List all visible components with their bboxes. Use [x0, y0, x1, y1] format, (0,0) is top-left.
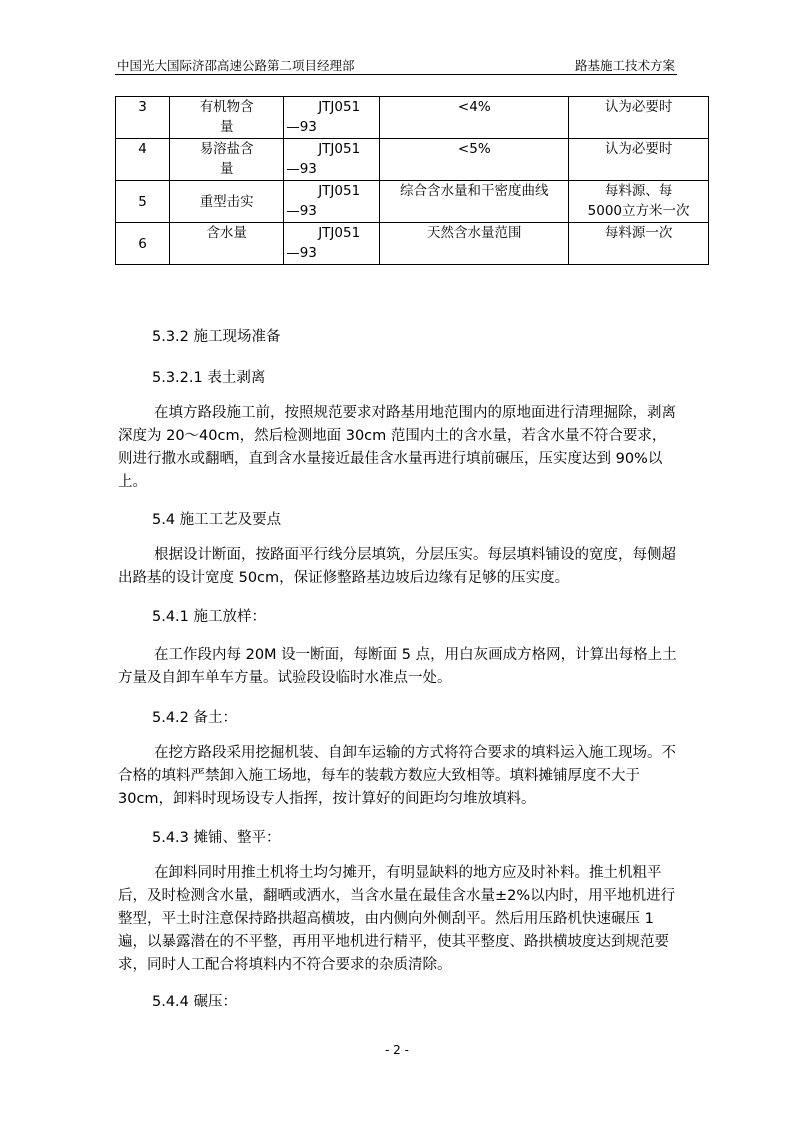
- test-standard: JTJ051 —93: [284, 181, 380, 223]
- row-number: 4: [116, 139, 170, 181]
- section-heading: 5.3.2.1 表土剥离: [152, 370, 266, 386]
- test-spec-table: [115, 96, 709, 265]
- header-org: 中国光大国际济邵高速公路第二项目经理部: [117, 58, 355, 73]
- test-standard: JTJ051 —93: [284, 97, 380, 139]
- section-heading: 5.4 施工工艺及要点: [152, 512, 282, 528]
- section-heading: 5.3.2 施工现场准备: [152, 329, 281, 345]
- test-item: 含水量: [170, 223, 284, 265]
- frequency: 每料源、每 5000立方米一次: [569, 181, 709, 223]
- requirement: <5%: [380, 139, 569, 181]
- test-item: 易溶盐含 量: [170, 139, 284, 181]
- page-header: [115, 56, 677, 75]
- section-heading: 5.4.4 碾压：: [152, 994, 238, 1010]
- row-number: 5: [116, 181, 170, 223]
- frequency: 认为必要时: [569, 139, 709, 181]
- test-item: 有机物含 量: [170, 97, 284, 139]
- paragraph: 在工作段内每 20M 设一断面，每断面 5 点，用白灰画成方格网，计算出每格上土方量及自卸车单车方量。试验段设临时水准点一处。: [118, 647, 677, 686]
- section-heading: 5.4.1 施工放样：: [152, 609, 267, 625]
- row-number: 3: [116, 97, 170, 139]
- header-doc-title: 路基施工技术方案: [574, 58, 675, 73]
- table-row: [116, 97, 709, 139]
- paragraph: 根据设计断面，按路面平行线分层填筑，分层压实。每层填料铺设的宽度，每侧超出路基的设计宽度 50cm，保证修整路基边坡后边缘有足够的压实度。: [118, 547, 676, 586]
- section-heading: 5.4.2 备土：: [152, 710, 238, 726]
- paragraph: 在卸料同时用推土机将土均匀摊开，有明显缺料的地方应及时补料。推土机粗平后，及时检测含水量，翻晒或洒水，当含水量在最佳含水量±2%以内时，用平地机进行整型，平土时注意保持路拱超高横坡，由内侧向外侧刮平。然后用压路机快速碾压 1 遍，以暴露潜在的不平整，再用平地机进行精平，使其平整度、路拱横坡度达到规范要求，同时人工配合将填料内不符合要求的杂质清除。: [118, 865, 676, 973]
- frequency: 每料源一次: [569, 223, 709, 265]
- table-row: [116, 223, 709, 265]
- paragraph: 在填方路段施工前，按照规范要求对路基用地范围内的原地面进行清理掘除，剥离深度为 20～40cm，然后检测地面 30cm 范围内土的含水量，若含水量不符合要求，则进行撒水或翻晒，直到含水量接近最佳含水量再进行填前碾压，压实度达到 90%以上。: [118, 405, 676, 490]
- requirement: 综合含水量和干密度曲线: [380, 181, 569, 223]
- test-item: 重型击实: [170, 181, 284, 223]
- requirement: <4%: [380, 97, 569, 139]
- frequency: 认为必要时: [569, 97, 709, 139]
- page-number: - 2 -: [385, 1043, 409, 1057]
- test-standard: JTJ051 —93: [284, 223, 380, 265]
- row-number: 6: [116, 223, 170, 265]
- paragraph: 在挖方路段采用挖掘机装、自卸车运输的方式将符合要求的填料运入施工现场。不合格的填料严禁卸入施工场地，每车的装载方数应大致相等。填料摊铺厚度不大于 30cm，卸料时现场设专人指挥，按计算好的间距均匀堆放填料。: [118, 745, 676, 807]
- requirement: 天然含水量范围: [380, 223, 569, 265]
- section-heading: 5.4.3 摊铺、整平：: [152, 830, 281, 846]
- test-standard: JTJ051 —93: [284, 139, 380, 181]
- table-row: [116, 181, 709, 223]
- table-row: [116, 139, 709, 181]
